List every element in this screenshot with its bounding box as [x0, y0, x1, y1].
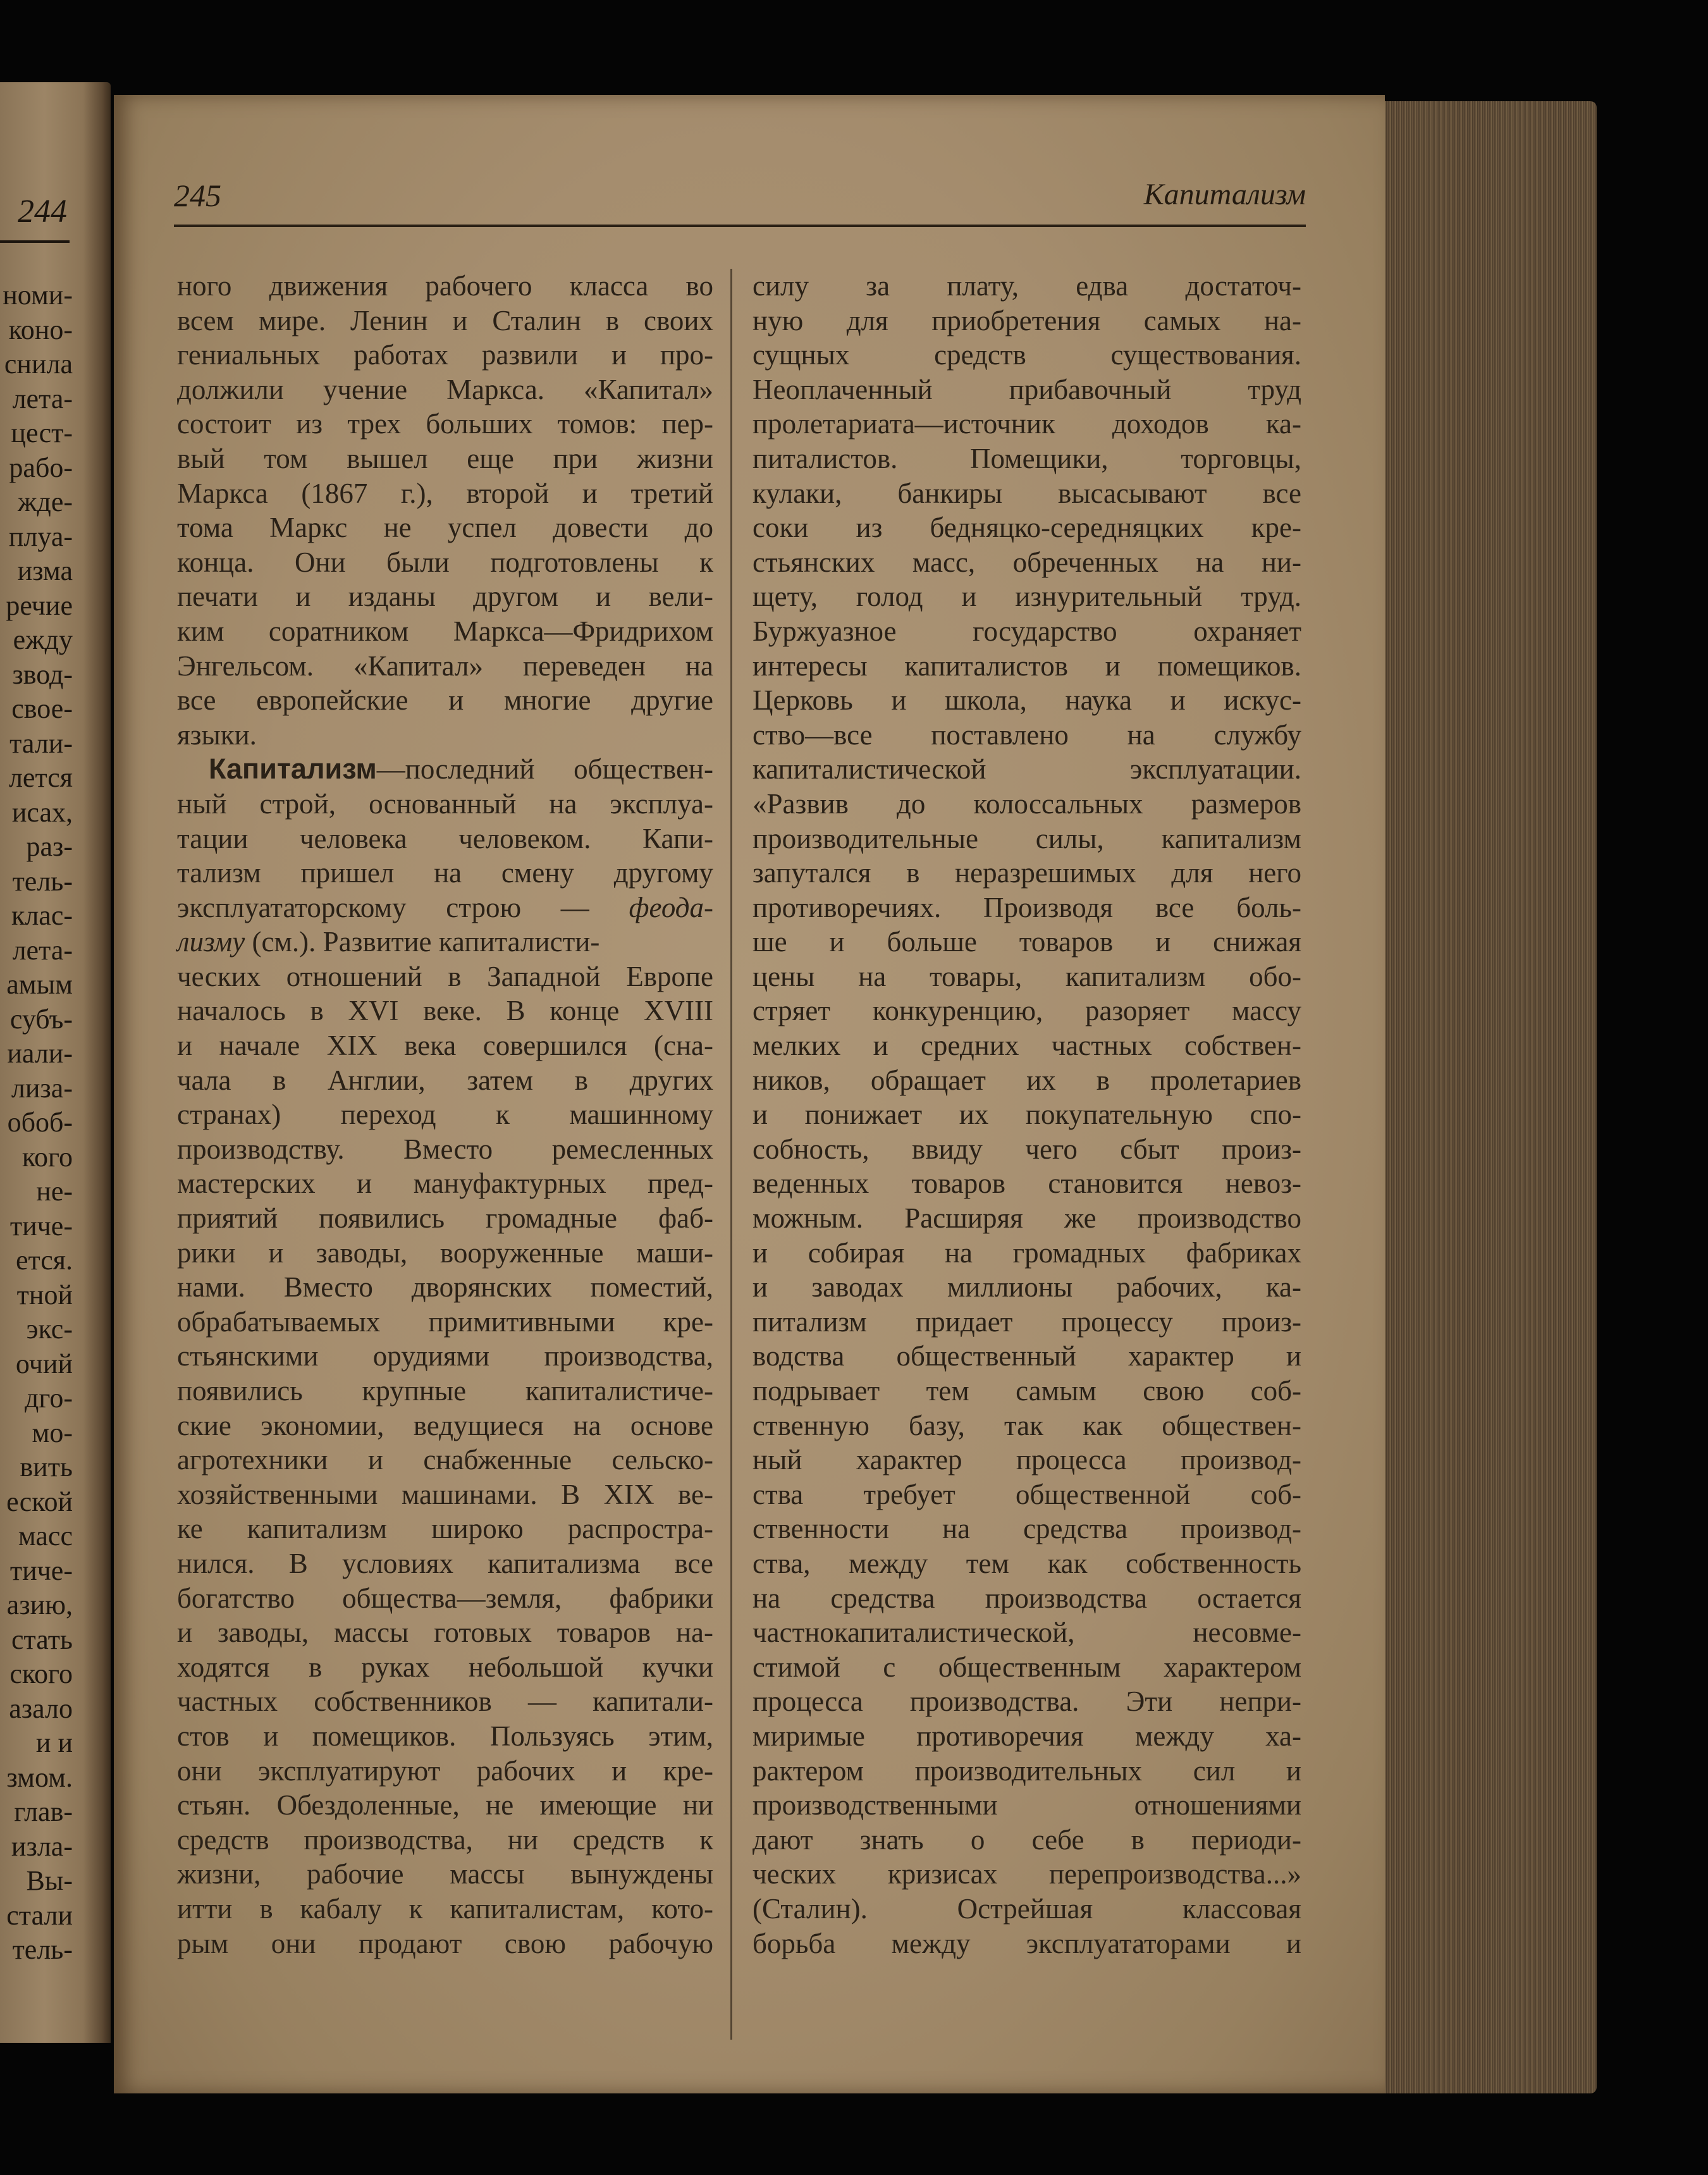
text-line: конца. Они были подготовлены к	[177, 546, 713, 578]
text-line: ке капитализм широко распростра-	[177, 1513, 713, 1545]
text-line: нами. Вместо дворянских поместий,	[177, 1271, 713, 1303]
text-line: мелких и средних частных собствен-	[753, 1030, 1301, 1062]
entry-ref-line	[177, 890, 713, 925]
text-line: подрывает тем самым свою соб-	[753, 1375, 1301, 1407]
left-page-fragment: изла-	[11, 1830, 73, 1862]
text-line: состоит из трех больших томов: пер-	[177, 408, 713, 440]
text-line: на средства производства остается	[753, 1582, 1301, 1614]
text-line: Неоплаченный прибавочный труд	[753, 373, 1301, 405]
text-line: появились крупные капиталистиче-	[177, 1375, 713, 1407]
left-page-fragment: плуа-	[8, 521, 73, 552]
text-line: гениальных работах развили и про-	[177, 339, 713, 371]
left-page-fragment: очий	[15, 1348, 73, 1379]
text-line: дают знать о себе в периоди-	[753, 1823, 1301, 1856]
text-line: стьян. Обездоленные, не имеющие ни	[177, 1789, 713, 1821]
left-page-fragment: ется.	[15, 1245, 73, 1276]
text-line: ственную базу, так как обществен-	[753, 1409, 1301, 1441]
text-line: должили учение Маркса. «Капитал»	[177, 373, 713, 405]
text-line: языки.	[177, 718, 257, 751]
left-page-fragment: коно-	[8, 314, 73, 345]
text-line: миримые противоречия между ха-	[753, 1720, 1301, 1752]
text-line: странах) переход к машинному	[177, 1099, 713, 1131]
left-column	[177, 269, 713, 1961]
left-page-fragment: речие	[6, 589, 73, 621]
text-line: и собирая на громадных фабриках	[753, 1236, 1301, 1269]
left-page-fragment: тиче-	[9, 1555, 73, 1586]
left-page-fragment: ежду	[13, 624, 73, 655]
text-line: Энгельсом. «Капитал» переведен на	[177, 650, 713, 682]
left-page-fragment: азало	[9, 1692, 73, 1724]
text-line: и заводах миллионы рабочих, ка-	[753, 1271, 1301, 1303]
text-line: стов и помещиков. Пользуясь этим,	[177, 1720, 713, 1752]
left-page-edge	[0, 82, 111, 2043]
text-line: средств производства, ни средств к	[177, 1823, 713, 1856]
text-line: ства требует общественной соб-	[753, 1478, 1301, 1510]
text-line: частных собственников — капитали-	[177, 1685, 713, 1718]
text-line: (Сталин). Острейшая классовая	[753, 1892, 1301, 1925]
text-line: тации человека человеком. Капи-	[177, 822, 713, 854]
text-line: чала в Англии, затем в других	[177, 1064, 713, 1096]
text-line: вый том вышел еще при жизни	[177, 442, 713, 474]
entry-lines-after-ref	[177, 959, 713, 1961]
left-page-fragment: Вы-	[26, 1865, 73, 1896]
left-page-fragment: обоб-	[7, 1107, 73, 1138]
book-page-edges	[1382, 101, 1597, 2093]
text-line: щету, голод и изнурительный труд.	[753, 581, 1301, 613]
left-page-fragment: тали-	[9, 727, 73, 759]
left-page-fragment: тель-	[12, 865, 73, 897]
text-line: силу за плату, едва достаточ-	[753, 270, 1301, 302]
left-page-fragment: жде-	[18, 486, 73, 517]
entry-term: Капитализм	[209, 753, 377, 786]
left-page-fragment: раз-	[26, 831, 73, 862]
text-line: ную для приобретения самых на-	[753, 304, 1301, 336]
text-line: водства общественный характер и	[753, 1340, 1301, 1372]
text-line: кулаки, банкиры высасывают все	[753, 477, 1301, 509]
column-divider	[730, 269, 732, 2040]
text-line: обрабатываемых примитивными кре-	[177, 1305, 713, 1338]
left-page-fragment: номи-	[3, 280, 73, 311]
text-line: интересы капиталистов и помещиков.	[753, 650, 1301, 682]
running-head	[174, 177, 1306, 221]
text-line: приятий появились громадные фаб-	[177, 1202, 713, 1235]
text-line: противоречиях. Производя все боль-	[753, 891, 1301, 923]
page-number: 245	[174, 178, 221, 213]
text-line: ный строй, основанный на эксплуа-	[177, 787, 713, 820]
text-line: ственности на средства производ-	[753, 1513, 1301, 1545]
text-line: ство—все поставлено на службу	[753, 718, 1301, 751]
left-page-text-fragments	[0, 278, 73, 1968]
left-page-fragment: звод-	[12, 658, 73, 690]
right-column-lines	[753, 269, 1301, 1961]
left-column-intro	[177, 269, 713, 752]
text-line: рым они продают свою рабочую	[177, 1927, 713, 1959]
text-line: борьба между эксплуататорами и	[753, 1927, 1301, 1959]
left-page-fragment: амым	[6, 969, 73, 1000]
left-page-fragment: изма	[17, 555, 73, 586]
left-page-fragment: дго-	[25, 1383, 73, 1414]
left-page-fragment: тиче-	[9, 1210, 73, 1242]
text-line: пролетариата—источник доходов ка-	[753, 408, 1301, 440]
text-line: и понижает их покупательную спо-	[753, 1099, 1301, 1131]
text-line: ческих кризисах перепроизводства...»	[753, 1858, 1301, 1890]
text-line: производственными отношениями	[753, 1789, 1301, 1821]
text-line: и начале XIX века совершился (сна-	[177, 1030, 713, 1062]
text-line: мастерских и мануфактурных пред-	[177, 1168, 713, 1200]
left-page-fragment: кого	[22, 1141, 73, 1173]
text-line: ские экономии, ведущиеся на основе	[177, 1409, 713, 1441]
left-page-fragment: азию,	[6, 1589, 73, 1620]
entry-ref-prefix: эксплуататорскому строю —	[177, 891, 589, 923]
text-line: хозяйственными машинами. В XIX ве-	[177, 1478, 713, 1510]
left-page-fragment: цест-	[11, 417, 73, 448]
entry-ref-line-2	[177, 925, 713, 959]
left-page-fragment: еской	[6, 1486, 73, 1517]
left-page-fragment: стать	[11, 1624, 73, 1655]
left-page-fragment: лиза-	[11, 1072, 73, 1104]
text-line: тома Маркс не успел довести до	[177, 512, 713, 544]
text-line: частнокапиталистической, несовме-	[753, 1617, 1301, 1649]
left-page-fragment: исах,	[11, 796, 73, 828]
left-page-fragment: стали	[6, 1899, 73, 1931]
entry-ref-link: феода-	[629, 891, 713, 923]
text-line: стьянских масс, обреченных на ни-	[753, 546, 1301, 578]
text-line: жизни, рабочие массы вынуждены	[177, 1858, 713, 1890]
text-line: запутался в неразрешимых для него	[753, 857, 1301, 889]
text-line: агротехники и снабженные сельско-	[177, 1444, 713, 1476]
text-line: началось в XVI веке. В конце XVIII	[177, 995, 713, 1027]
text-line: рактером производительных сил и	[753, 1754, 1301, 1787]
left-page-fragment: не-	[36, 1176, 73, 1207]
text-line: сущных средств существования.	[753, 339, 1301, 371]
left-page-fragment: снила	[4, 348, 73, 379]
text-line: ческих отношений в Западной Европе	[177, 960, 713, 992]
left-page-fragment: клас-	[11, 900, 73, 931]
text-line: все европейские и многие другие	[177, 684, 713, 717]
text-line: и заводы, массы готовых товаров на-	[177, 1617, 713, 1649]
left-page-fragment: экс-	[26, 1314, 73, 1345]
entry-lines-before-ref	[177, 787, 713, 890]
left-page-fragment: вить	[20, 1451, 73, 1482]
left-page-fragment: иали-	[7, 1038, 73, 1069]
text-line: нился. В условиях капитализма все	[177, 1547, 713, 1579]
text-line: ников, обращает их в пролетариев	[753, 1064, 1301, 1096]
text-line: они эксплуатируют рабочих и кре-	[177, 1754, 713, 1787]
text-line: печати и изданы другом и вели-	[177, 581, 713, 613]
text-line: тализм пришел на смену другому	[177, 857, 713, 889]
running-headword: Капитализм	[1143, 178, 1306, 211]
text-line: ше и больше товаров и снижая	[753, 926, 1301, 958]
text-line: Буржуазное государство охраняет	[753, 615, 1301, 647]
header-rule	[174, 225, 1306, 227]
text-line: процесса производства. Эти непри-	[753, 1685, 1301, 1718]
left-page-fragment: лета-	[12, 383, 73, 414]
left-page-fragment: лется	[8, 762, 73, 793]
left-page-fragment: ского	[9, 1658, 73, 1689]
text-line: веденных товаров становится невоз-	[753, 1168, 1301, 1200]
left-page-fragment: масс	[18, 1520, 73, 1551]
entry-ref-link-continued: лизму	[177, 926, 245, 958]
entry-ref2-rest: (см.). Развитие капиталисти-	[245, 926, 600, 958]
left-page-fragment: субъ-	[9, 1003, 73, 1035]
text-line: ким соратником Маркса—Фридрихом	[177, 615, 713, 647]
left-page-fragment: мо-	[32, 1417, 73, 1448]
text-line: производительные силы, капитализм	[753, 822, 1301, 854]
text-line: «Развив до колоссальных размеров	[753, 787, 1301, 820]
text-line: ного движения рабочего класса во	[177, 270, 713, 302]
text-line: цены на товары, капитализм обо-	[753, 960, 1301, 992]
text-line: соки из бедняцко-середняцких кре-	[753, 512, 1301, 544]
text-line: Церковь и школа, наука и искус-	[753, 684, 1301, 717]
left-page-fragment: и и	[35, 1727, 73, 1758]
left-page-fragment: змом.	[6, 1761, 73, 1793]
left-page-fragment: тной	[16, 1279, 73, 1310]
right-column	[753, 269, 1301, 1961]
text-line: ства, между тем как собственность	[753, 1547, 1301, 1579]
left-page-fragment: глав-	[14, 1796, 73, 1827]
text-line: рики и заводы, вооруженные маши-	[177, 1236, 713, 1269]
left-page-fragment: свое-	[11, 693, 73, 724]
left-page-fragment: рабо-	[9, 452, 73, 483]
text-line: производству. Вместо ремесленных	[177, 1133, 713, 1165]
book-page	[114, 95, 1385, 2093]
entry-first-line-text: —последний обществен-	[376, 753, 713, 786]
text-line: капиталистической эксплуатации.	[753, 753, 1301, 786]
text-line: собность, ввиду чего сбыт произ-	[753, 1133, 1301, 1165]
text-line: питалистов. Помещики, торговцы,	[753, 442, 1301, 474]
text-line: стряет конкуренцию, разоряет массу	[753, 995, 1301, 1027]
text-line: ный характер процесса производ-	[753, 1444, 1301, 1476]
text-line: питализм придает процессу произ-	[753, 1305, 1301, 1338]
text-line: стимой с общественным характером	[753, 1651, 1301, 1683]
text-line: Маркса (1867 г.), второй и третий	[177, 477, 713, 509]
entry-first-line	[177, 752, 713, 787]
text-line: итти в кабалу к капиталистам, кото-	[177, 1892, 713, 1925]
text-line: стьянскими орудиями производства,	[177, 1340, 713, 1372]
left-page-number: 244	[18, 194, 67, 230]
left-page-fragment: лета-	[12, 934, 73, 966]
text-line: можным. Расширяя же производство	[753, 1202, 1301, 1235]
left-page-rule	[0, 240, 70, 243]
text-line: всем мире. Ленин и Сталин в своих	[177, 304, 713, 336]
text-line: богатство общества—земля, фабрики	[177, 1582, 713, 1614]
text-line: ходятся в руках небольшой кучки	[177, 1651, 713, 1683]
left-page-fragment: тель-	[12, 1934, 73, 1965]
